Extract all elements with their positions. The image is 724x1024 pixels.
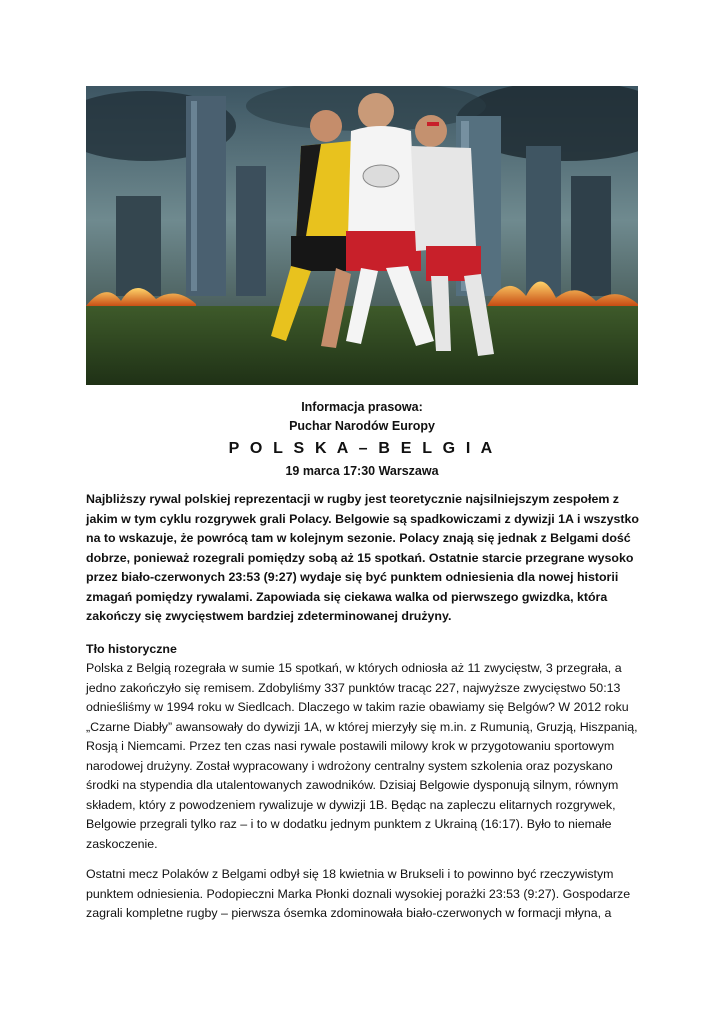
last-match-paragraph [86,865,642,924]
match-datetime: 19 marca 17:30 Warszawa [285,464,439,478]
rugby-match-photo-icon [86,86,638,385]
press-header [86,398,638,481]
match-title: P O L S K A – B E L G I A [228,440,496,457]
history-paragraph [86,659,642,854]
lead-text: Najbliższy rywal polskiej reprezentacji w rugby jest teoretycznie najsilniejszym zespołem z jakim w tym cyklu rozgrywek grali Polacy. Belgowie są spadkowiczami z dywizji 1A i wszystko na to wskazuje, że powrócą tam w kolejnym sezonie. Polacy znają się jednak z Belgami dość dobrze, ponieważ rozegrali pomiędzy sobą aż 15 spotkań. Ostatnie starcie przegrane wysoko przez biało-czerwonych 23:53 (9:27) wydaje się być punktem odniesienia dla nowej historii zmagań pomiędzy rywalami. Zapowiada się ciekawa walka od pierwszego gwizdka, która zakończy się zwycięstwem bardziej zdeterminowanej drużyny. [86,492,639,623]
lead-paragraph [86,490,642,627]
hero-image [86,86,638,385]
last-match-text: Ostatni mecz Polaków z Belgami odbył się 18 kwietnia w Brukseli i to powinno być rzeczywistym punktem odniesienia. Podopieczni Marka Płonki doznali wysokiej porażki 23:53 (9:27). Gospodarze zagrali kompletne rugby – pierwsza ósemka zdominowała biało-czerwonych w formacji młyna, a [86,867,631,920]
tournament-name: Puchar Narodów Europy [289,419,435,433]
press-label: Informacja prasowa: [301,400,423,414]
history-text: Polska z Belgią rozegrała w sumie 15 spotkań, w których odniosła aż 11 zwycięstw, 3 przegrała, a jedno zakończyło się remisem. Zdobyliśmy 337 punktów tracąc 227, najwyższe zwycięstwo 50:13 odnieśliśmy w 1994 roku w Siedlcach. Dlaczego w takim razie obawiamy się Belgów? W 2012 roku „Czarne Diabły” awansowały do dywizji 1A, w której mierzyły się m.in. z Rumunią, Gruzją, Hiszpanią, Rosją i Niemcami. Przez ten czas nasi rywale postawili milowy krok w przygotowaniu sportowym narodowej drużyny. Został wypracowany i wdrożony centralny system szkolenia oraz pozyskano środki na stypendia dla utalentowanych zawodników. Dzisiaj Belgowie dysponują silnym, równym składem, który z powodzeniem rywalizuje w dywizji 1B. Będąc na zapleczu elitarnych rozgrywek, Belgowie przegrali tylko raz – i to w dodatku jednym punktem z Ukrainą (16:17). Było to niemałe zaskoczenie. [86,661,638,851]
section-heading: Tło historyczne [86,642,177,656]
